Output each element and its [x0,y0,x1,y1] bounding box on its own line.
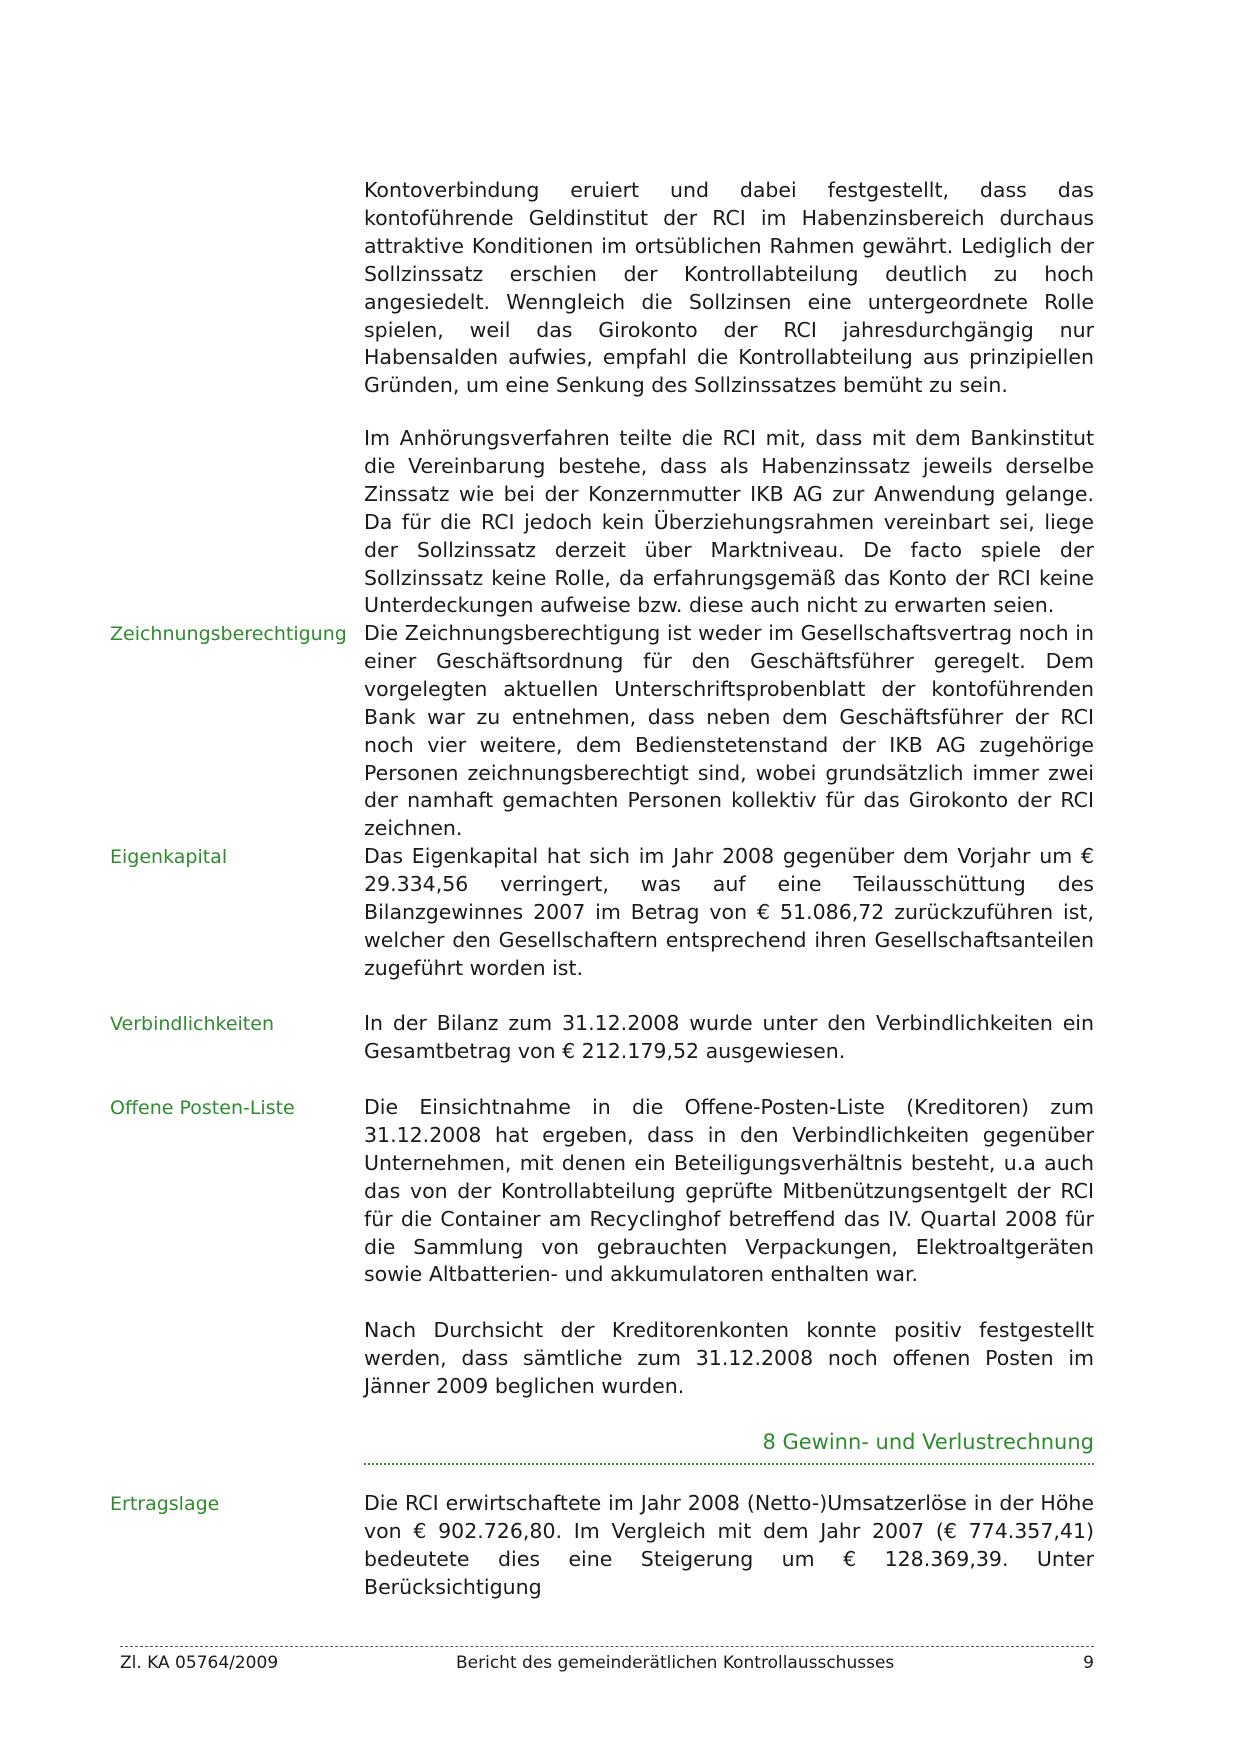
paragraph-kontoverbindung: Kontoverbindung eruiert und dabei festgestellt, dass das kontoführende Geldinstitut der RCI im Habenzinsbereich durchaus attraktive Konditionen im ortsüblichen Rahmen gewährt. Lediglich der Sollzinssatz erschien der Kontrollabteilung deutlich zu hoch angesiedelt. Wenngleich die Sollzinsen eine untergeordnete Rolle spielen, weil das Girokonto der RCI jahresdurchgängig nur Habensalden aufwies, empfahl die Kontrollabteilung aus prinzipiellen Gründen, um eine Senkung des Sollzinssatzes bemüht zu sein. [364,178,1094,398]
paragraph-verbindlichkeiten: In der Bilanz zum 31.12.2008 wurde unter den Verbindlichkeiten ein Gesamtbetrag von € 212.179,52 ausgewiesen. [364,1011,1094,1063]
footer-reference: Zl. KA 05764/2009 [120,1653,279,1673]
paragraph-zeichnungsberechtigung: Die Zeichnungsberechtigung ist weder im Gesellschaftsvertrag noch in einer Geschäftsordnung für den Geschäftsführer geregelt. Dem vorgelegten aktuellen Unterschriftsprobenblatt der kontoführenden Bank war zu entnehmen, dass neben dem Geschäftsführer der RCI noch vier weitere, dem Bedienstetenstand der IKB AG zugehörige Personen zeichnungsberechtigt sind, wobei grundsätzlich immer zwei der namhaft gemachten Personen kollektiv für das Girokonto der RCI zeichnen. [364,621,1094,841]
footer-title: Bericht des gemeinderätlichen Kontrollausschusses [456,1653,895,1673]
side-label-zeichnungsberechtigung: Zeichnungsberechtigung [110,623,347,645]
section-heading-rule [364,1463,1094,1465]
paragraph-ertragslage: Die RCI erwirtschaftete im Jahr 2008 (Netto-)Umsatzerlöse in der Höhe von € 902.726,80. Im Vergleich mit dem Jahr 2007 (€ 774.357,41) bedeutete dies eine Steigerung um € 128.369,39. Unter Berücksichtigung [364,1491,1094,1599]
side-label-eigenkapital: Eigenkapital [110,846,228,868]
side-label-ertragslage: Ertragslage [110,1493,220,1515]
paragraph-anhoerungsverfahren: Im Anhörungsverfahren teilte die RCI mit, dass mit dem Bankinstitut die Vereinbarung bestehe, dass als Habenzinssatz jeweils derselbe Zinssatz wie bei der Konzernmutter IKB AG zur Anwendung gelange. Da für die RCI jedoch kein Überziehungsrahmen vereinbart sei, liege der Sollzinssatz derzeit über Marktniveau. De facto spiele der Sollzinssatz keine Rolle, da erfahrungsgemäß das Konto der RCI keine Unterdeckungen aufweise bzw. diese auch nicht zu erwarten seien. [364,426,1094,618]
paragraph-eigenkapital: Das Eigenkapital hat sich im Jahr 2008 gegenüber dem Vorjahr um € 29.334,56 verringert, was auf eine Teilausschüttung des Bilanzgewinnes 2007 im Betrag von € 51.086,72 zurückzuführen ist, welcher den Gesellschaftern entsprechend ihren Gesellschaftsanteilen zugeführt worden ist. [364,844,1094,980]
footer-rule [120,1646,1094,1647]
side-label-verbindlichkeiten: Verbindlichkeiten [110,1013,274,1035]
footer-page-number: 9 [1083,1653,1094,1673]
paragraph-offene-posten: Die Einsichtnahme in die Offene-Posten-Liste (Kreditoren) zum 31.12.2008 hat ergeben, dass in den Verbindlichkeiten gegenüber Unternehmen, mit denen ein Beteiligungsverhältnis besteht, u.a auch das von der Kontrollabteilung geprüfte Mitbenützungsentgelt der RCI für die Container am Recyclinghof betreffend das IV. Quartal 2008 für die Sammlung von gebrauchten Verpackungen, Elektroaltgeräten sowie Altbatterien- und akkumulatoren enthalten war. [364,1095,1094,1287]
side-label-offene-posten-liste: Offene Posten-Liste [110,1097,295,1119]
paragraph-kreditorenkonten: Nach Durchsicht der Kreditorenkonten konnte positiv festgestellt werden, dass sämtliche zum 31.12.2008 noch offenen Posten im Jänner 2009 beglichen wurden. [364,1318,1094,1398]
section-heading-gewinn-verlust: 8 Gewinn- und Verlustrechnung [762,1430,1094,1454]
